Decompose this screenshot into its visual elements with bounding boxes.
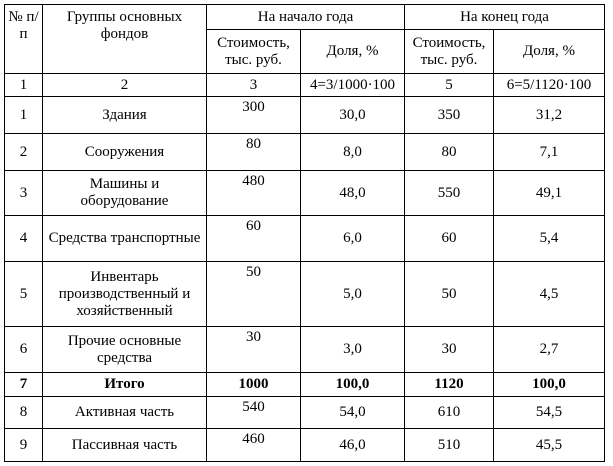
row-cost-end: 350 <box>405 97 494 134</box>
row-num: 8 <box>5 397 43 429</box>
index-row <box>5 74 605 97</box>
header-group: Группы основных фондов <box>43 5 207 74</box>
table-row <box>5 134 605 171</box>
row-share-end: 31,2 <box>494 97 605 134</box>
row-share-start: 54,0 <box>301 397 405 429</box>
row-cost-end: 550 <box>405 171 494 216</box>
header-cost-start: Стоимость, тыс. руб. <box>207 30 301 74</box>
row-cost-start: 1000 <box>207 373 301 397</box>
row-share-start: 30,0 <box>301 97 405 134</box>
row-share-start: 3,0 <box>301 327 405 373</box>
row-num: 4 <box>5 216 43 262</box>
fixed-assets-table <box>4 4 605 462</box>
row-cost-start: 50 <box>207 262 301 327</box>
row-name: Прочие основные средства <box>43 327 207 373</box>
index-cell: 4=3/1000·100 <box>301 74 405 97</box>
row-name: Сооружения <box>43 134 207 171</box>
row-cost-start: 60 <box>207 216 301 262</box>
row-share-start: 46,0 <box>301 429 405 462</box>
row-cost-start: 300 <box>207 97 301 134</box>
row-name: Итого <box>43 373 207 397</box>
row-cost-end: 610 <box>405 397 494 429</box>
row-name: Инвентарь производственный и хозяйственный <box>43 262 207 327</box>
row-num: 3 <box>5 171 43 216</box>
table-row <box>5 429 605 462</box>
header-num: № п/п <box>5 5 43 74</box>
row-cost-end: 80 <box>405 134 494 171</box>
row-share-start: 8,0 <box>301 134 405 171</box>
table-row <box>5 397 605 429</box>
table-row <box>5 327 605 373</box>
header-cost-end: Стоимость, тыс. руб. <box>405 30 494 74</box>
row-share-end: 100,0 <box>494 373 605 397</box>
total-row <box>5 373 605 397</box>
row-cost-end: 1120 <box>405 373 494 397</box>
row-share-start: 48,0 <box>301 171 405 216</box>
header-start-year: На начало года <box>207 5 405 30</box>
row-num: 5 <box>5 262 43 327</box>
table-row <box>5 171 605 216</box>
row-share-start: 6,0 <box>301 216 405 262</box>
index-cell: 3 <box>207 74 301 97</box>
header-row-1 <box>5 5 605 30</box>
row-share-end: 45,5 <box>494 429 605 462</box>
index-cell: 6=5/1120·100 <box>494 74 605 97</box>
row-share-end: 7,1 <box>494 134 605 171</box>
row-share-end: 4,5 <box>494 262 605 327</box>
row-cost-start: 460 <box>207 429 301 462</box>
row-cost-end: 60 <box>405 216 494 262</box>
header-end-year: На конец года <box>405 5 605 30</box>
row-share-end: 5,4 <box>494 216 605 262</box>
row-cost-start: 480 <box>207 171 301 216</box>
row-name: Машины и оборудование <box>43 171 207 216</box>
row-name: Здания <box>43 97 207 134</box>
row-num: 2 <box>5 134 43 171</box>
row-num: 1 <box>5 97 43 134</box>
row-cost-start: 30 <box>207 327 301 373</box>
row-cost-start: 80 <box>207 134 301 171</box>
row-name: Пассивная часть <box>43 429 207 462</box>
table-row <box>5 97 605 134</box>
row-share-end: 2,7 <box>494 327 605 373</box>
index-cell: 1 <box>5 74 43 97</box>
row-share-end: 54,5 <box>494 397 605 429</box>
row-num: 7 <box>5 373 43 397</box>
row-cost-start: 540 <box>207 397 301 429</box>
row-share-end: 49,1 <box>494 171 605 216</box>
table-row <box>5 262 605 327</box>
row-name: Активная часть <box>43 397 207 429</box>
row-cost-end: 510 <box>405 429 494 462</box>
header-share-end: Доля, % <box>494 30 605 74</box>
header-share-start: Доля, % <box>301 30 405 74</box>
table-row <box>5 216 605 262</box>
row-share-start: 100,0 <box>301 373 405 397</box>
row-cost-end: 50 <box>405 262 494 327</box>
row-num: 6 <box>5 327 43 373</box>
index-cell: 2 <box>43 74 207 97</box>
row-cost-end: 30 <box>405 327 494 373</box>
row-name: Средства транспортные <box>43 216 207 262</box>
index-cell: 5 <box>405 74 494 97</box>
row-num: 9 <box>5 429 43 462</box>
row-share-start: 5,0 <box>301 262 405 327</box>
